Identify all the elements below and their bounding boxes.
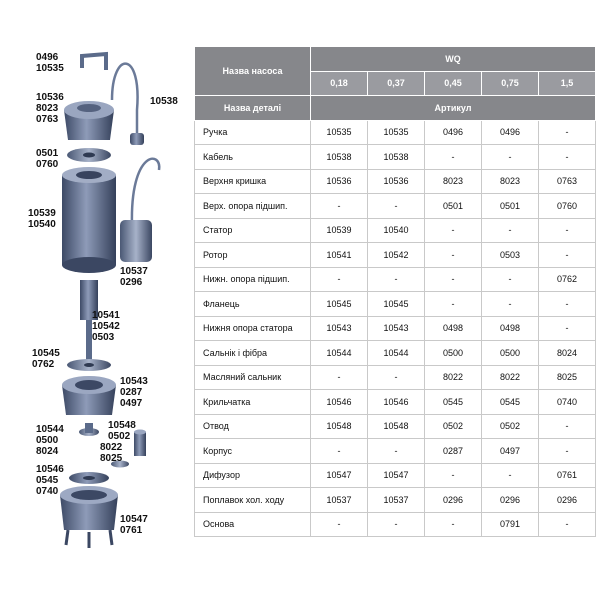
table-row <box>195 316 596 341</box>
label-line: 10547 <box>120 514 148 525</box>
label-line: 8022 <box>100 442 123 453</box>
label-line: 0762 <box>32 359 55 370</box>
label-line: 0287 <box>120 387 143 398</box>
label-line: 8024 <box>36 446 59 457</box>
article-cell: 8025 <box>539 365 596 390</box>
table-row <box>195 414 596 439</box>
power-header: 0,45 <box>425 71 482 96</box>
article-cell: - <box>425 463 482 488</box>
article-cell: 10537 <box>368 488 425 513</box>
label-handle <box>36 52 64 74</box>
part-name-cell: Верх. опора підшип. <box>195 194 311 219</box>
power-header: 0,18 <box>311 71 368 96</box>
article-cell: - <box>539 120 596 145</box>
article-cell: 10536 <box>368 169 425 194</box>
article-cell: - <box>482 292 539 317</box>
label-line: 10543 <box>120 376 148 387</box>
label-line: 0503 <box>92 332 115 343</box>
article-cell: 10538 <box>311 145 368 170</box>
label-line: 10539 <box>28 208 56 219</box>
part-name-cell: Ротор <box>195 243 311 268</box>
part-name-cell: Сальнік і фібра <box>195 341 311 366</box>
part-name-cell: Кабель <box>195 145 311 170</box>
article-cell: 0740 <box>539 390 596 415</box>
table-row <box>195 169 596 194</box>
article-cell: 0763 <box>539 169 596 194</box>
article-cell: 0545 <box>425 390 482 415</box>
label-outlet <box>108 420 136 442</box>
parts-sheet <box>2 40 598 560</box>
article-cell: 8023 <box>482 169 539 194</box>
power-header: 0,37 <box>368 71 425 96</box>
handle-part <box>82 54 106 70</box>
label-line: 10541 <box>92 310 120 321</box>
pump-name-header: Назва насоса <box>195 47 311 96</box>
article-cell: 10542 <box>368 243 425 268</box>
label-line: 0761 <box>120 525 143 536</box>
label-line: 8023 <box>36 103 59 114</box>
article-cell: 0287 <box>425 439 482 464</box>
article-cell: 0498 <box>425 316 482 341</box>
article-cell: - <box>368 512 425 537</box>
table-row <box>195 463 596 488</box>
label-line: 10540 <box>28 219 56 230</box>
label-line: 0496 <box>36 52 59 63</box>
label-oil-seal <box>100 442 122 464</box>
article-cell: - <box>368 439 425 464</box>
label-line: 10536 <box>36 92 64 103</box>
table-row <box>195 439 596 464</box>
article-cell: 0501 <box>482 194 539 219</box>
article-cell: - <box>425 243 482 268</box>
article-cell: 10547 <box>368 463 425 488</box>
article-cell: - <box>425 292 482 317</box>
article-cell: 10544 <box>311 341 368 366</box>
article-cell: 0502 <box>482 414 539 439</box>
label-diffuser <box>120 514 148 536</box>
label-seal <box>36 424 64 457</box>
article-cell: 0496 <box>425 120 482 145</box>
article-cell: - <box>482 463 539 488</box>
article-cell: 0761 <box>539 463 596 488</box>
article-cell: 8024 <box>539 341 596 366</box>
label-line: 0760 <box>36 159 59 170</box>
part-name-cell: Корпус <box>195 439 311 464</box>
table-row <box>195 365 596 390</box>
article-cell: - <box>539 292 596 317</box>
article-cell: 0500 <box>425 341 482 366</box>
part-name-header: Назва деталі <box>195 96 311 121</box>
label-lower-support <box>120 376 148 409</box>
article-cell: - <box>539 439 596 464</box>
article-cell: 10537 <box>311 488 368 513</box>
plug-part <box>130 133 144 145</box>
table-row <box>195 145 596 170</box>
article-cell: 0500 <box>482 341 539 366</box>
article-cell: 10540 <box>368 218 425 243</box>
table-row <box>195 390 596 415</box>
article-cell: 10536 <box>311 169 368 194</box>
article-cell: 10543 <box>311 316 368 341</box>
part-name-cell: Дифузор <box>195 463 311 488</box>
parts-table <box>194 46 596 537</box>
label-line: 10537 <box>120 266 148 277</box>
label-top-cover <box>36 92 64 125</box>
label-line: 10544 <box>36 424 64 435</box>
label-line: 0763 <box>36 114 59 125</box>
article-cell: 10548 <box>311 414 368 439</box>
article-cell: - <box>539 316 596 341</box>
label-line: 0497 <box>120 398 143 409</box>
article-cell: 0760 <box>539 194 596 219</box>
article-header: Артикул <box>311 96 596 121</box>
article-cell: 0791 <box>482 512 539 537</box>
label-line: 0500 <box>36 435 59 446</box>
article-cell: - <box>539 414 596 439</box>
label-line: 10548 <box>108 420 136 431</box>
float-cable <box>132 159 159 225</box>
part-name-cell: Нижн. опора підшип. <box>195 267 311 292</box>
label-upper-bearing <box>36 148 58 170</box>
article-cell: - <box>482 218 539 243</box>
article-cell: 10548 <box>368 414 425 439</box>
article-cell: 10539 <box>311 218 368 243</box>
article-cell: 10545 <box>368 292 425 317</box>
article-cell: - <box>311 194 368 219</box>
article-cell: - <box>311 512 368 537</box>
article-cell: 8022 <box>425 365 482 390</box>
part-name-cell: Отвод <box>195 414 311 439</box>
article-cell: 10535 <box>311 120 368 145</box>
article-cell: 8022 <box>482 365 539 390</box>
article-cell: 10546 <box>368 390 425 415</box>
table-row <box>195 194 596 219</box>
label-line: 0545 <box>36 475 59 486</box>
article-cell: - <box>482 267 539 292</box>
article-cell: 10538 <box>368 145 425 170</box>
label-line: 10546 <box>36 464 64 475</box>
article-cell: 0497 <box>482 439 539 464</box>
article-cell: 10547 <box>311 463 368 488</box>
article-cell: - <box>482 145 539 170</box>
article-cell: 10535 <box>368 120 425 145</box>
label-line: 10545 <box>32 348 60 359</box>
table-row <box>195 218 596 243</box>
label-line: 0502 <box>108 431 131 442</box>
table-row <box>195 243 596 268</box>
power-header: 1,5 <box>539 71 596 96</box>
article-cell: - <box>539 218 596 243</box>
article-cell: - <box>311 267 368 292</box>
part-name-cell: Ручка <box>195 120 311 145</box>
article-cell: - <box>368 194 425 219</box>
article-cell: - <box>425 145 482 170</box>
part-name-cell: Поплавок хол. ходу <box>195 488 311 513</box>
article-cell: 0296 <box>539 488 596 513</box>
article-cell: 0503 <box>482 243 539 268</box>
float-part <box>120 220 152 262</box>
article-cell: 0496 <box>482 120 539 145</box>
label-line: 8025 <box>100 453 123 464</box>
label-flange <box>32 348 60 370</box>
pump-drawing <box>2 40 192 560</box>
article-cell: 8023 <box>425 169 482 194</box>
part-name-cell: Крильчатка <box>195 390 311 415</box>
label-stator <box>28 208 56 230</box>
article-cell: - <box>539 145 596 170</box>
article-cell: 0762 <box>539 267 596 292</box>
article-cell: - <box>311 365 368 390</box>
header-row-model <box>195 47 596 72</box>
article-cell: - <box>539 512 596 537</box>
article-cell: 0502 <box>425 414 482 439</box>
stator-part <box>62 175 116 265</box>
exploded-pump-diagram <box>2 40 192 560</box>
article-cell: 0501 <box>425 194 482 219</box>
label-rotor <box>92 310 120 343</box>
part-name-cell: Нижня опора статора <box>195 316 311 341</box>
article-cell: 0296 <box>482 488 539 513</box>
label-line: 10535 <box>36 63 64 74</box>
article-cell: - <box>425 218 482 243</box>
article-cell: 10546 <box>311 390 368 415</box>
table-row <box>195 120 596 145</box>
article-cell: 0498 <box>482 316 539 341</box>
label-line: 0740 <box>36 486 59 497</box>
table-row <box>195 512 596 537</box>
label-line: 0501 <box>36 148 59 159</box>
label-line: 10542 <box>92 321 120 332</box>
header-row-article <box>195 96 596 121</box>
cable-part <box>112 64 138 135</box>
article-cell: - <box>311 439 368 464</box>
part-name-cell: Фланець <box>195 292 311 317</box>
table-row <box>195 341 596 366</box>
article-cell: - <box>539 243 596 268</box>
table-row <box>195 267 596 292</box>
part-name-cell: Масляний сальник <box>195 365 311 390</box>
article-cell: - <box>368 365 425 390</box>
article-cell: 10544 <box>368 341 425 366</box>
part-name-cell: Статор <box>195 218 311 243</box>
article-cell: 0296 <box>425 488 482 513</box>
article-cell: 10543 <box>368 316 425 341</box>
label-impeller <box>36 464 64 497</box>
table-row <box>195 292 596 317</box>
label-float <box>120 266 148 288</box>
label-cable: 10538 <box>150 96 178 107</box>
part-name-cell: Верхня кришка <box>195 169 311 194</box>
label-line: 0296 <box>120 277 143 288</box>
model-header: WQ <box>311 47 596 72</box>
power-header: 0,75 <box>482 71 539 96</box>
article-cell: - <box>368 267 425 292</box>
article-cell: 10545 <box>311 292 368 317</box>
article-cell: - <box>425 267 482 292</box>
article-cell: - <box>425 512 482 537</box>
table-row <box>195 488 596 513</box>
part-name-cell: Основа <box>195 512 311 537</box>
article-cell: 10541 <box>311 243 368 268</box>
article-cell: 0545 <box>482 390 539 415</box>
